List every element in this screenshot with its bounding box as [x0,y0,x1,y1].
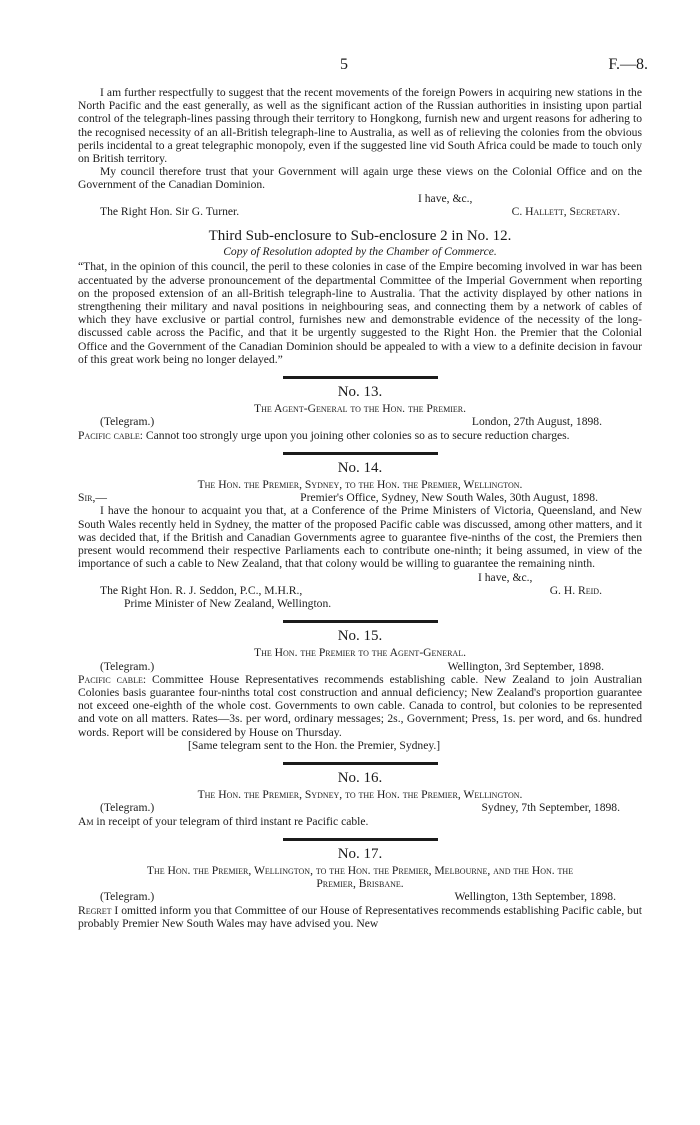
no17-heading-2: Premier, Brisbane. [316,877,404,891]
no17-telegram-row [78,890,642,903]
no13-place-date: London, 27th August, 1898. [471,415,602,429]
no16-place-date: Sydney, 7th September, 1898. [481,801,620,815]
no15-place-date: Wellington, 3rd September, 1898. [447,659,604,673]
no17-telegram-label: (Telegram.) [100,890,155,904]
no16-number: No. 16. [337,769,383,786]
no13-telegram-label: (Telegram.) [100,415,155,429]
intro-closing: I have, &c., [418,191,473,205]
no16-body [78,815,642,828]
no13-text: : Cannot too strongly urge upon you joining other colonies so as to secure reduction charges. [139,428,570,442]
intro-paragraph-2: My council therefore trust that your Government will again urge these views on the Colonial Office and on the Government of the Canadian Dominion. [78,165,642,192]
no13-telegram-row [78,415,642,428]
document-reference: F.—8. [608,56,648,73]
no17-text: I omitted inform you that Committee of our House of Representatives recommends establishing Pacific cable, but probably Premier New South Wales may have advised you. New [78,903,642,930]
no14-addressee-2: Prime Minister of New Zealand, Wellington. [124,596,332,610]
no13-lead: Pacific cable [78,428,140,442]
sub-enclosure-title: Third Sub-enclosure to Sub-enclosure 2 in No. 12. [208,228,512,245]
no15-body [78,673,642,739]
document-body [78,56,642,930]
intro-addressee: The Right Hon. Sir G. Turner. [100,204,240,218]
no14-heading: The Hon. the Premier, Sydney, to the Hon. the Premier, Wellington. [197,478,523,492]
page-number: 5 [340,56,348,73]
section-divider [283,376,438,379]
no16-lead: Am [78,814,94,828]
section-divider [283,762,438,765]
section-divider [283,620,438,623]
no17-place-date: Wellington, 13th September, 1898. [454,890,616,904]
no17-lead: Regret [78,903,112,917]
intro-paragraph-1: I am further respectfully to suggest that the recent movements of the foreign Powers in acquiring new stations in the North Pacific and the east generally, as well as the significant action of the Russian authorities in insisting upon partial control of the telegraph-lines passing through their territory to Hongkong, furnish new and urgent reasons for adhering to the recognised necessity of an all-British telegraph-line to Australia, as well as of relieving the colonies from the obvious perils incidental to a great telegraphic monopoly, even if the suggested line vid South Africa could be made to touch only on British territory. [78,86,642,166]
no14-signer: G. H. Reid. [549,583,602,597]
sub-enclosure-subtitle: Copy of Resolution adopted by the Chamber of Commerce. [223,245,497,259]
no16-telegram-row [78,801,642,814]
no14-addressee-1: The Right Hon. R. J. Seddon, P.C., M.H.R., [100,583,303,597]
no15-number: No. 15. [337,628,383,645]
no14-salutation: Sir,— [78,491,107,505]
no15-lead: Pacific cable [78,672,143,686]
no14-salutation-row [78,491,642,504]
no13-body [78,429,642,442]
resolution-text: “That, in the opinion of this council, the peril to these colonies in case of the Empire becoming involved in war has been accentuated by the adverse pronouncement of the departmental Committee of the Imperial Government when reporting on the proposed extension of an all-British telegraph-line to Australia. That the activity displayed by other nations in strengthening their military and naval positions in neighbouring seas, and connecting them by a network of cables of which they have exclusive or partial control, furnishes new and demonstrable evidence of the necessity of the long-discussed cable across the Pacific, and that it be urgently suggested to the Right Hon. the Premier that the Colonial Office and the Government of the Canadian Dominion should be appealed to with a view to a definite decision in favour of this great work being no longer delayed.” [78,260,642,366]
intro-signature-row [78,205,642,218]
section-divider [283,452,438,455]
no13-number: No. 13. [337,384,383,401]
no14-place-date: Premier's Office, Sydney, New South Wales, 30th August, 1898. [300,491,598,505]
no17-number: No. 17. [337,845,383,862]
no14-number: No. 14. [337,459,383,476]
no15-heading: The Hon. the Premier to the Agent-General. [254,646,466,660]
no14-body: I have the honour to acquaint you that, at a Conference of the Prime Ministers of Victoria, Queensland, and New South Wales recently held in Sydney, the matter of the proposed Pacific cable was discussed, among other matters, and it was decided that, if the British and Canadian Governments agree to guarantee five-ninths of the cost, the Premiers then present would recommend their respective Parliaments each to contribute one-ninth; it being assumed, in view of the importance of such a cable to New Zealand, that that colony would be willing to guarantee the remaining ninth. [78,504,642,571]
no15-telegram-row [78,660,642,673]
intro-signer: C. Hallett, Secretary. [511,204,620,218]
no17-body [78,904,642,930]
no15-telegram-label: (Telegram.) [100,659,155,673]
section-divider [283,838,438,841]
no17-heading-1: The Hon. the Premier, Wellington, to the Hon. the Premier, Melbourne, and the Hon. the [146,863,574,877]
no16-telegram-label: (Telegram.) [100,801,155,815]
no16-text: in receipt of your telegram of third instant re Pacific cable. [93,814,369,828]
no15-text: : Committee House Representatives recommends establishing cable. New Zealand to join Australian Colonies basis guarantee four-ninths total cost construction and annual deficiency; New Zealand's proportion guarantee not exceed one-eighth of the whole cost. Governments to own cable. Canada to control, but colonies to be represented and vote on all matters. Rates—3s. per word, ordinary messages; 2s., Government; Press, 1s. per word, and 6s. hundred words. Report will be considered by House on Thursday. [78,672,643,739]
no14-closing: I have, &c., [478,570,533,584]
no14-signature-row [78,584,642,597]
no15-note: [Same telegram sent to the Hon. the Premier, Sydney.] [188,738,441,752]
no13-heading: The Agent-General to the Hon. the Premier. [254,402,466,416]
no16-heading: The Hon. the Premier, Sydney, to the Hon. the Premier, Wellington. [197,788,523,802]
